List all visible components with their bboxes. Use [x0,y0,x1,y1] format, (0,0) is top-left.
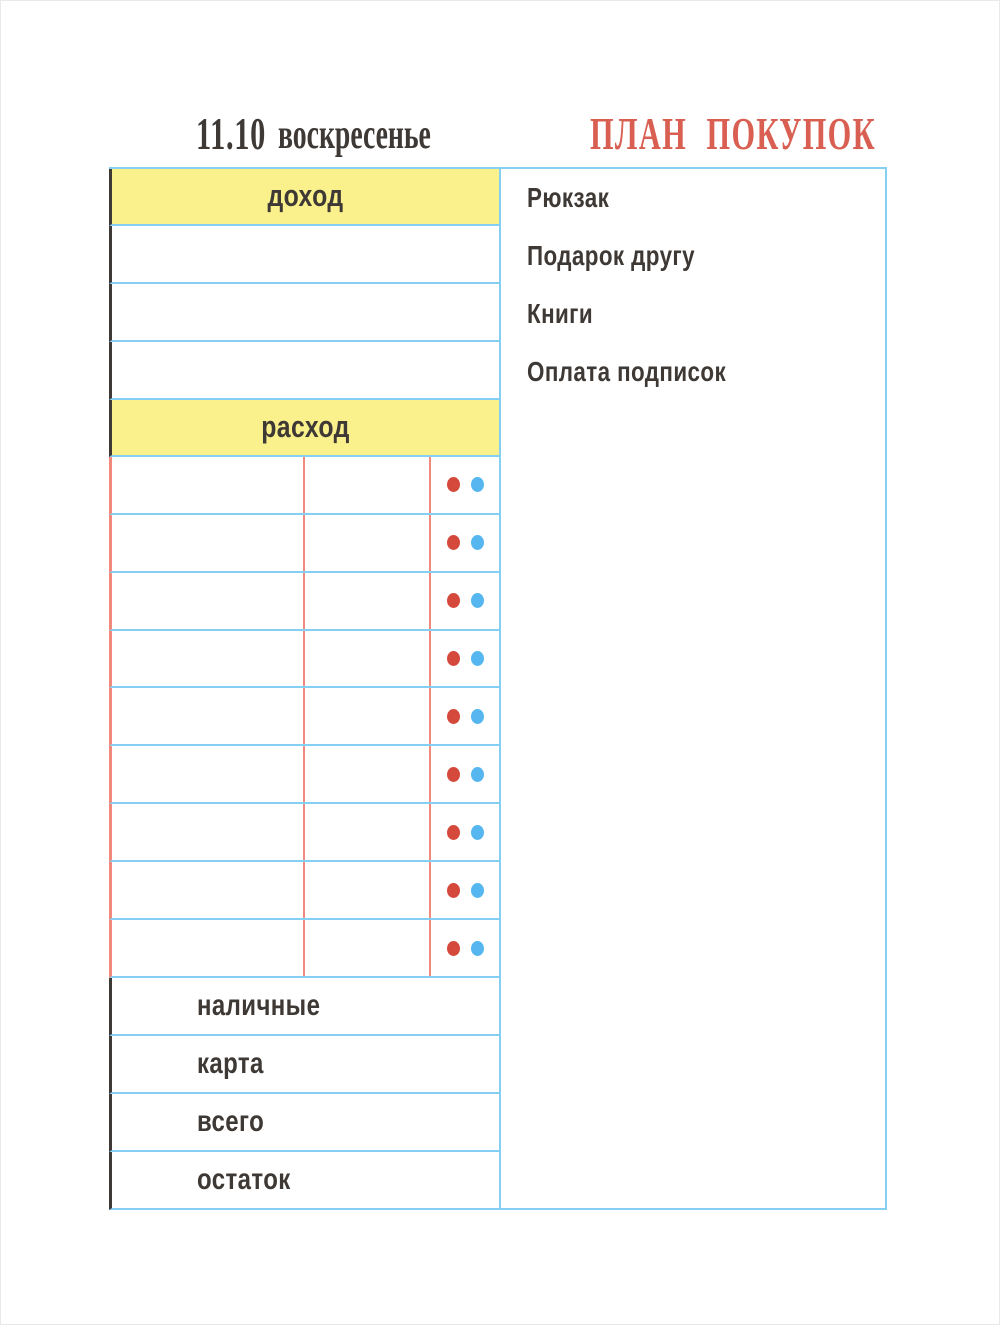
expense-amount-cell[interactable] [305,573,431,629]
summary-row-remainder[interactable] [109,1152,499,1210]
expense-desc-cell[interactable] [112,688,305,744]
expense-entry-row-6[interactable] [109,746,499,804]
summary-label-card: карта [197,1047,264,1081]
card-dot-icon[interactable] [471,883,484,898]
cash-dot-icon[interactable] [447,825,460,840]
expense-desc-cell[interactable] [112,457,305,513]
card-dot-icon[interactable] [471,535,484,550]
date: 11.10 [196,108,266,159]
cash-dot-icon[interactable] [447,651,460,666]
expense-desc-cell[interactable] [112,515,305,571]
card-dot-icon[interactable] [471,767,484,782]
expense-entry-row-4[interactable] [109,631,499,689]
card-dot-icon[interactable] [471,709,484,724]
expense-header-label: расход [261,409,350,445]
payment-type-cell [431,515,499,571]
expense-amount-cell[interactable] [305,920,431,976]
shopping-item-label: Подарок другу [527,240,696,271]
card-dot-icon[interactable] [471,593,484,608]
summary-label-cash: наличные [197,989,321,1023]
expense-amount-cell[interactable] [305,746,431,802]
expense-desc-cell[interactable] [112,920,305,976]
payment-type-cell [431,920,499,976]
cash-dot-icon[interactable] [447,941,460,956]
summary-row-cash[interactable] [109,978,499,1036]
income-header-label: доход [267,178,344,214]
shopping-list-item-2[interactable] [501,227,885,285]
shopping-list-item-1[interactable] [501,169,885,227]
expense-desc-cell[interactable] [112,804,305,860]
budget-table [109,167,499,1210]
expense-amount-cell[interactable] [305,688,431,744]
weekday: воскресенье [278,112,431,158]
income-entry-row-3[interactable] [109,342,499,400]
income-entry-row-2[interactable] [109,284,499,342]
shopping-list-item-4[interactable] [501,343,885,401]
cash-dot-icon[interactable] [447,883,460,898]
payment-type-cell [431,573,499,629]
expense-desc-cell[interactable] [112,746,305,802]
expense-amount-cell[interactable] [305,631,431,687]
card-dot-icon[interactable] [471,941,484,956]
summary-row-card[interactable] [109,1036,499,1094]
page-title: ПЛАН ПОКУПОК [590,108,876,159]
summary-row-total[interactable] [109,1094,499,1152]
card-dot-icon[interactable] [471,651,484,666]
expense-amount-cell[interactable] [305,804,431,860]
expense-entry-row-9[interactable] [109,920,499,978]
expense-entry-row-2[interactable] [109,515,499,573]
card-dot-icon[interactable] [471,477,484,492]
payment-type-cell [431,804,499,860]
cash-dot-icon[interactable] [447,709,460,724]
shopping-item-label: Оплата подписок [527,356,727,387]
expense-desc-cell[interactable] [112,862,305,918]
expense-entry-row-3[interactable] [109,573,499,631]
payment-type-cell [431,457,499,513]
card-dot-icon[interactable] [471,825,484,840]
payment-type-cell [431,688,499,744]
cash-dot-icon[interactable] [447,767,460,782]
income-entry-row-1[interactable] [109,226,499,284]
cash-dot-icon[interactable] [447,593,460,608]
summary-label-remainder: остаток [197,1162,291,1196]
income-section-header [109,169,499,226]
cash-dot-icon[interactable] [447,535,460,550]
payment-type-cell [431,631,499,687]
expense-entry-row-8[interactable] [109,862,499,920]
expense-amount-cell[interactable] [305,862,431,918]
expense-amount-cell[interactable] [305,457,431,513]
payment-type-cell [431,862,499,918]
expense-entry-row-1[interactable] [109,457,499,515]
expense-entry-row-5[interactable] [109,688,499,746]
expense-desc-cell[interactable] [112,631,305,687]
shopping-item-label: Рюкзак [527,182,610,213]
shopping-list-panel [499,167,887,1210]
expense-entry-row-7[interactable] [109,804,499,862]
expense-amount-cell[interactable] [305,515,431,571]
shopping-item-label: Книги [527,298,594,329]
shopping-list-item-3[interactable] [501,285,885,343]
page-header [1,105,999,161]
summary-label-total: всего [197,1105,265,1138]
expense-section-header [109,400,499,457]
cash-dot-icon[interactable] [447,477,460,492]
expense-desc-cell[interactable] [112,573,305,629]
payment-type-cell [431,746,499,802]
